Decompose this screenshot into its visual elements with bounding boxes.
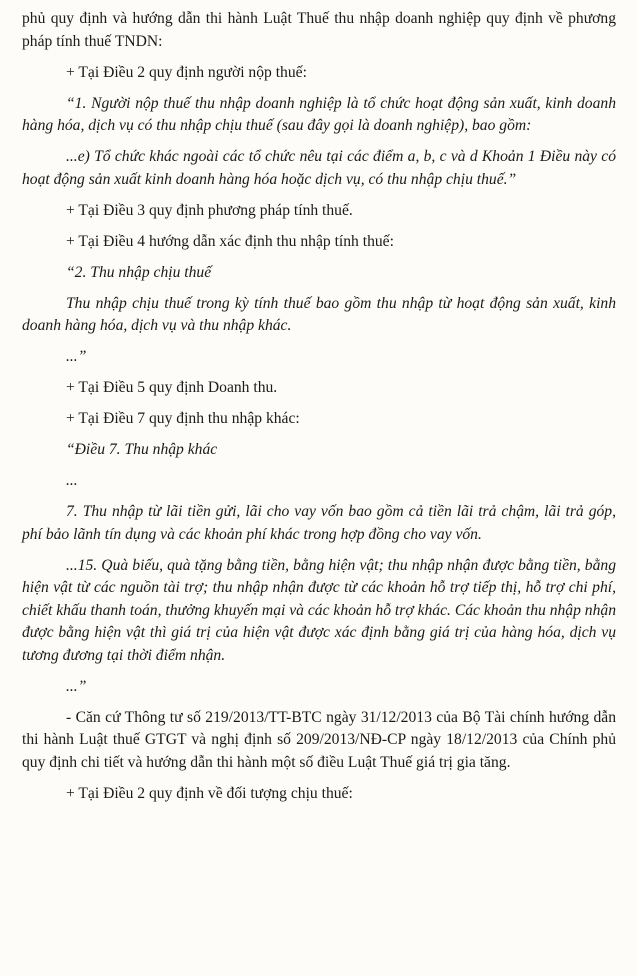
article-4-heading: + Tại Điều 4 hướng dẫn xác định thu nhập tính thuế:: [66, 232, 394, 250]
article-4-quote-body: Thu nhập chịu thuế trong kỳ tính thuế bao gồm thu nhập từ hoạt động sản xuất, kinh doanh hàng hóa, dịch vụ và thu nhập khác.: [22, 294, 616, 334]
article-2-quote-clause-e: ...e) Tổ chức khác ngoài các tổ chức nêu tại các điểm a, b, c và d Khoản 1 Điều này có hoạt động sản xuất kinh doanh hàng hóa hoặc dịch vụ, có thu nhập chịu thuế.”: [22, 148, 616, 188]
circular-219-paragraph: - Căn cứ Thông tư số 219/2013/TT-BTC ngày 31/12/2013 của Bộ Tài chính hướng dẫn thi hành Luật thuế GTGT và nghị định số 209/2013/NĐ-CP ngày 18/12/2013 của Chính phủ quy định chi tiết và hướng dẫn thi hành một số điều Luật Thuế giá trị gia tăng.: [22, 708, 616, 771]
article-7-quote-ellipsis-1: ...: [66, 472, 78, 489]
article-4-quote-ellipsis: ...”: [66, 348, 87, 365]
vat-article-2-heading: + Tại Điều 2 quy định về đối tượng chịu thuế:: [66, 784, 353, 802]
article-4-quote-title: “2. Thu nhập chịu thuế: [66, 263, 212, 281]
article-7-quote-ellipsis-2: ...”: [66, 677, 87, 695]
intro-paragraph: phủ quy định và hướng dẫn thi hành Luật Thuế thu nhập doanh nghiệp quy định về phương pháp tính thuế TNDN:: [22, 10, 616, 50]
article-2-heading: + Tại Điều 2 quy định người nộp thuế:: [66, 63, 307, 81]
article-2-quote-clause-1: “1. Người nộp thuế thu nhập doanh nghiệp là tổ chức hoạt động sản xuất, kinh doanh hàng hóa, dịch vụ có thu nhập chịu thuế (sau đây gọi là doanh nghiệp), bao gồm:: [22, 94, 616, 134]
article-5-heading: + Tại Điều 5 quy định Doanh thu.: [66, 379, 278, 396]
article-7-quote-title: “Điều 7. Thu nhập khác: [66, 441, 218, 458]
article-3-heading: + Tại Điều 3 quy định phương pháp tính thuế.: [66, 201, 353, 219]
article-7-quote-clause-7: 7. Thu nhập từ lãi tiền gửi, lãi cho vay vốn bao gồm cả tiền lãi trả chậm, lãi trả góp, phí bảo lãnh tín dụng và các khoản phí khác trong hợp đồng cho vay vốn.: [22, 503, 616, 543]
article-7-heading: + Tại Điều 7 quy định thu nhập khác:: [66, 410, 300, 427]
article-7-quote-clause-15: ...15. Quà biếu, quà tặng bằng tiền, bằng hiện vật; thu nhập nhận được bằng tiền, bằng hiện vật từ các nguồn tài trợ; thu nhập nhận được từ các khoản hỗ trợ tiếp thị, hỗ trợ chi phí, chiết khấu thanh toán, thưởng khuyến mại và các khoản hỗ trợ khác. Các khoản thu nhập nhận được bằng hiện vật thì giá trị của hiện vật được xác định bằng giá trị của hàng hóa, dịch vụ tương đương tại thời điểm nhận.: [22, 556, 616, 664]
